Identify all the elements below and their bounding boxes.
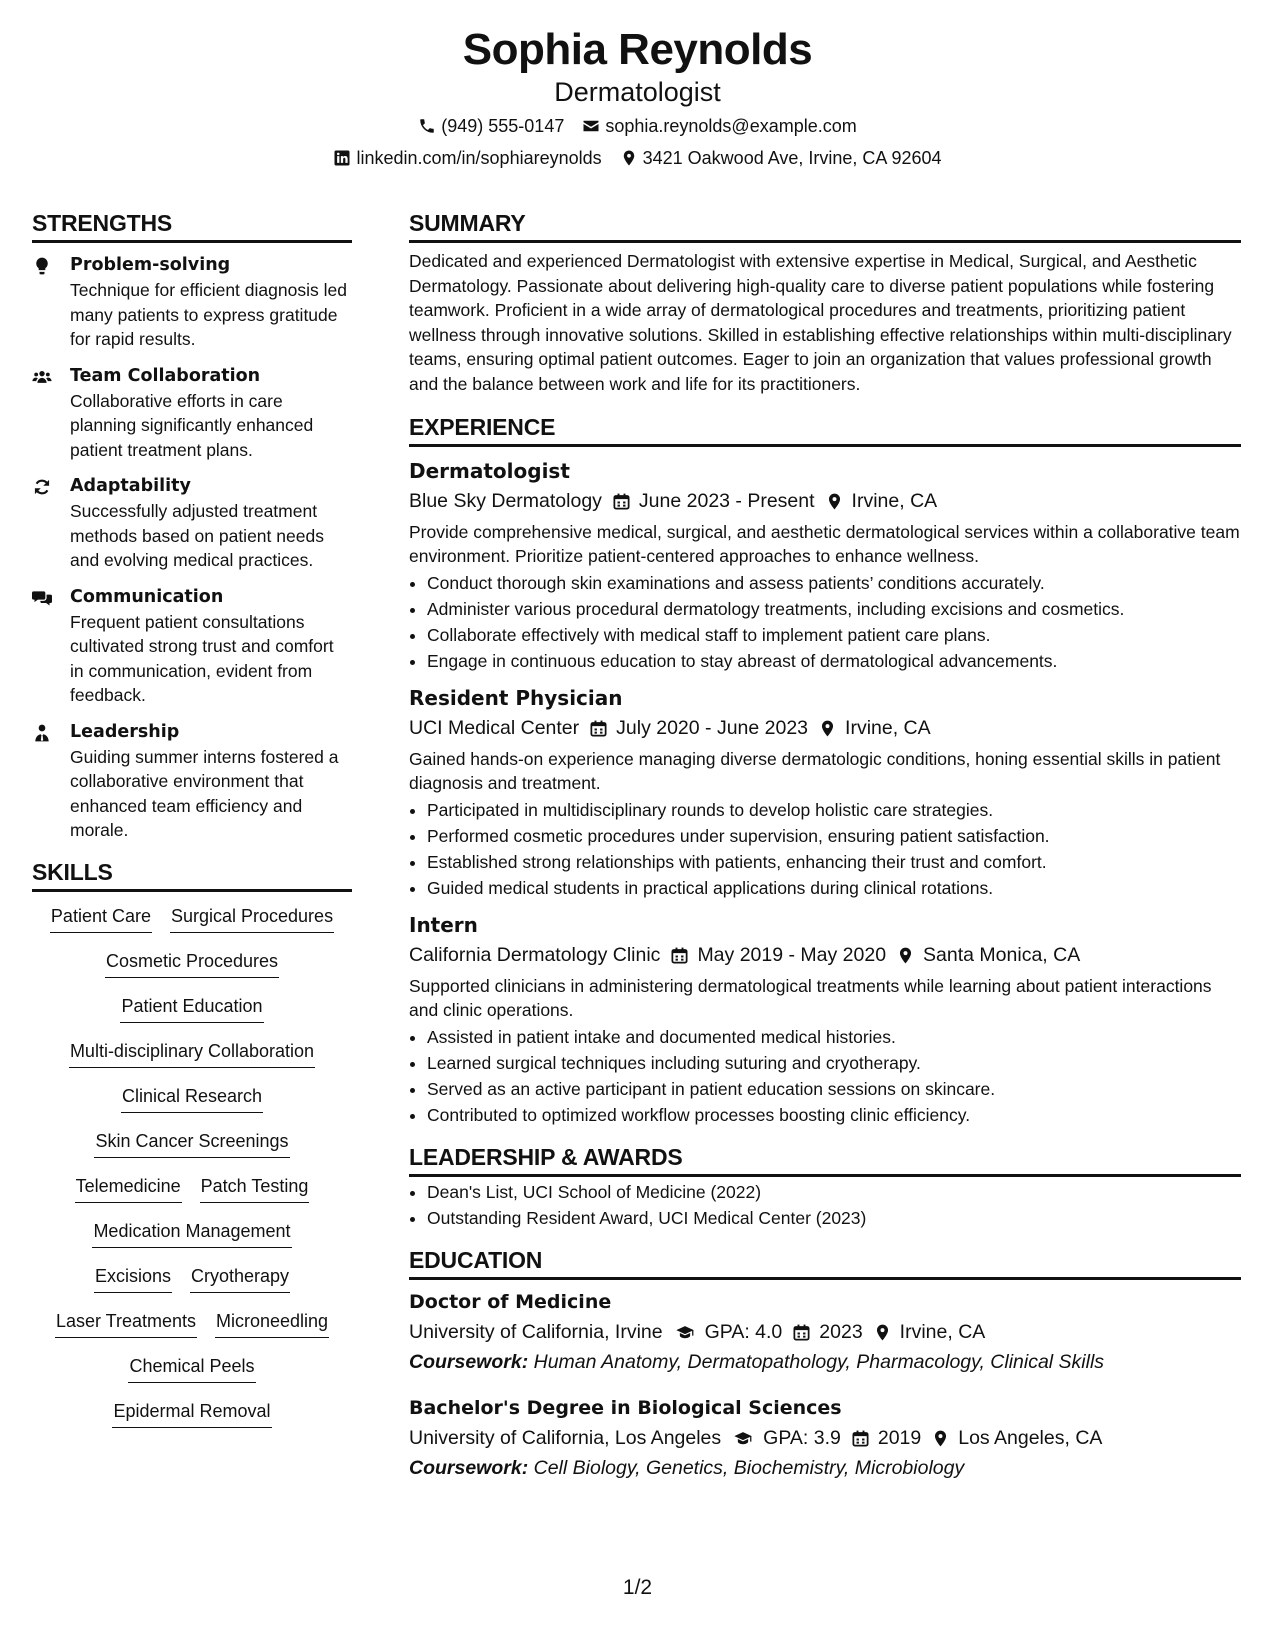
job-title: Resident Physician	[409, 686, 623, 710]
school-location: Los Angeles, CA	[958, 1427, 1103, 1449]
calendar-icon	[670, 946, 689, 965]
section-divider	[32, 889, 352, 892]
map-pin-icon	[825, 492, 844, 511]
coursework-list: Cell Biology, Genetics, Biochemistry, Microbiology	[533, 1457, 965, 1479]
section-divider	[409, 240, 1241, 243]
email-contact[interactable]	[582, 114, 856, 138]
degree-title: Doctor of Medicine	[409, 1291, 612, 1313]
contact-line-1	[0, 114, 1275, 138]
degree-entry	[409, 1288, 1241, 1376]
company-name: California Dermatology Clinic	[409, 944, 661, 966]
list-item: • Outstanding Resident Award, UCI Medical Center (2023)	[427, 1205, 1241, 1231]
job-dates: May 2019 - May 2020	[697, 944, 887, 966]
skills-list	[32, 904, 352, 1444]
address-contact	[620, 146, 942, 170]
job-meta	[409, 487, 1241, 515]
graduation-year: 2019	[877, 1427, 922, 1449]
job-entry	[409, 457, 1241, 674]
list-item: • Engage in continuous education to stay abreast of dermatological advancements.	[427, 648, 1241, 674]
email-address[interactable]: sophia.reynolds@example.com	[605, 116, 857, 136]
summary-text: Dedicated and experienced Dermatologist with extensive expertise in Medical, Surgical, and Aesthetic Dermatology. Passionate about delivering high-quality care to diverse patient populations while fostering teamwork. Proficient in a wide array of dermatological procedures and treatments, prioritizing patient wellness through innovative solutions. Skilled in establishing effective relationships within multi-disciplinary teams, ensuring optimal patient outcomes. Eager to join an organization that values professional growth and the balance between work and life for its practitioners.	[409, 251, 1232, 394]
coursework-label: Coursework:	[409, 1351, 529, 1373]
calendar-icon	[792, 1323, 811, 1342]
strength-title: Adaptability	[70, 476, 191, 496]
phone-contact	[418, 114, 564, 138]
skill-tag: Medication Management	[92, 1219, 291, 1248]
skill-tag: Surgical Procedures	[170, 904, 334, 933]
job-location: Irvine, CA	[845, 717, 931, 739]
contact-line-2	[0, 146, 1275, 170]
education-heading: EDUCATION	[409, 1247, 543, 1273]
right-column	[409, 208, 1241, 1482]
list-item: • Guided medical students in practical applications during clinical rotations.	[427, 875, 1241, 901]
experience-section	[409, 412, 1241, 1128]
skill-tag: Cosmetic Procedures	[105, 949, 279, 978]
map-pin-icon	[931, 1429, 950, 1448]
coursework	[409, 1454, 1241, 1482]
sync-icon	[32, 474, 70, 573]
strength-item	[32, 585, 352, 708]
job-dates: June 2023 - Present	[638, 490, 815, 512]
strength-description: Collaborative efforts in care planning significantly enhanced patient treatment plans.	[70, 390, 314, 460]
skill-tag: Cryotherapy	[190, 1264, 290, 1293]
strength-description: Successfully adjusted treatment methods based on patient needs and evolving medical practices.	[70, 501, 324, 570]
summary-section	[409, 208, 1241, 396]
gpa: GPA: 4.0	[704, 1321, 783, 1343]
job-title: Dermatologist	[409, 459, 570, 483]
comments-icon	[32, 585, 70, 708]
skill-tag: Laser Treatments	[55, 1309, 197, 1338]
users-icon	[32, 364, 70, 463]
skill-tag: Excisions	[94, 1264, 172, 1293]
coursework	[409, 1348, 1241, 1376]
skill-tag: Multi-disciplinary Collaboration	[69, 1039, 315, 1068]
job-entry	[409, 911, 1241, 1128]
job-location: Santa Monica, CA	[923, 944, 1081, 966]
gpa: GPA: 3.9	[763, 1427, 841, 1449]
strength-item	[32, 474, 352, 573]
skills-heading: SKILLS	[32, 858, 113, 885]
strength-item	[32, 253, 352, 352]
summary-heading: SUMMARY	[409, 210, 526, 236]
left-column	[32, 208, 352, 1444]
awards-list	[409, 1179, 1241, 1231]
graduation-cap-icon	[731, 1429, 755, 1448]
job-bullets	[409, 797, 1241, 901]
list-item: • Learned surgical techniques including suturing and cryotherapy.	[427, 1050, 1241, 1076]
degree-meta	[409, 1318, 1241, 1346]
job-description: Provide comprehensive medical, surgical, and aesthetic dermatological services within a collaborative team environment. Prioritize patient-centered approaches to enhance wellness.	[409, 522, 1240, 566]
map-pin-icon	[818, 719, 837, 738]
list-item: • Administer various procedural dermatology treatments, including excisions and cosmetics.	[427, 596, 1241, 622]
strength-description: Technique for efficient diagnosis led many patients to express gratitude for rapid results.	[70, 280, 347, 349]
degree-title: Bachelor's Degree in Biological Sciences	[409, 1397, 842, 1419]
skill-tag: Clinical Research	[121, 1084, 263, 1113]
skill-tag: Telemedicine	[75, 1174, 182, 1203]
lightbulb-icon	[32, 253, 70, 352]
phone-icon	[418, 117, 436, 135]
leadership-heading: LEADERSHIP & AWARDS	[409, 1144, 683, 1170]
calendar-icon	[851, 1429, 870, 1448]
skill-tag: Patient Care	[50, 904, 152, 933]
strength-item	[32, 364, 352, 463]
skill-tag: Skin Cancer Screenings	[94, 1129, 289, 1158]
graduation-year: 2023	[819, 1321, 863, 1343]
list-item: • Dean's List, UCI School of Medicine (2022)	[427, 1179, 1241, 1205]
list-item: • Collaborate effectively with medical staff to implement patient care plans.	[427, 622, 1241, 648]
job-bullets	[409, 570, 1241, 674]
skill-tag: Patient Education	[120, 994, 263, 1023]
job-description: Supported clinicians in administering dermatological treatments while learning about patient interactions and clinic operations.	[409, 976, 1212, 1020]
linkedin-icon	[333, 149, 351, 167]
section-divider	[409, 444, 1241, 447]
skills-section	[32, 857, 352, 1444]
company-name: UCI Medical Center	[409, 717, 580, 739]
map-pin-icon	[620, 149, 638, 167]
strength-description: Frequent patient consultations cultivated strong trust and comfort in communication, evident from feedback.	[70, 611, 334, 705]
coursework-list: Human Anatomy, Dermatopathology, Pharmacology, Clinical Skills	[533, 1351, 1105, 1373]
school-name: University of California, Los Angeles	[409, 1427, 722, 1449]
job-dates: July 2020 - June 2023	[616, 717, 809, 739]
section-divider	[409, 1174, 1241, 1177]
company-name: Blue Sky Dermatology	[409, 490, 602, 512]
school-name: University of California, Irvine	[409, 1321, 663, 1343]
graduation-cap-icon	[673, 1323, 697, 1342]
user-tie-icon	[32, 720, 70, 843]
experience-heading: EXPERIENCE	[409, 414, 556, 440]
job-meta	[409, 714, 1241, 742]
envelope-icon	[582, 117, 600, 135]
list-item: • Performed cosmetic procedures under supervision, ensuring patient satisfaction.	[427, 823, 1241, 849]
skill-tag: Epidermal Removal	[112, 1399, 271, 1428]
degree-entry	[409, 1394, 1241, 1482]
list-item: • Assisted in patient intake and documented medical histories.	[427, 1024, 1241, 1050]
street-address: 3421 Oakwood Ave, Irvine, CA 92604	[642, 148, 942, 168]
education-section	[409, 1245, 1241, 1482]
section-divider	[409, 1277, 1241, 1280]
list-item: • Served as an active participant in patient education sessions on skincare.	[427, 1076, 1241, 1102]
map-pin-icon	[873, 1323, 892, 1342]
job-description: Gained hands-on experience managing diverse dermatologic conditions, honing essential skills in patient diagnosis and treatment.	[409, 749, 1221, 793]
school-location: Irvine, CA	[899, 1321, 986, 1343]
job-bullets	[409, 1024, 1241, 1128]
map-pin-icon	[896, 946, 915, 965]
job-location: Irvine, CA	[851, 490, 938, 512]
page-number: 1/2	[622, 1576, 653, 1599]
skill-tag: Microneedling	[215, 1309, 329, 1338]
degree-meta	[409, 1424, 1241, 1452]
strength-item	[32, 720, 352, 843]
strength-title: Leadership	[70, 721, 180, 742]
coursework-label: Coursework:	[409, 1457, 529, 1479]
calendar-icon	[612, 492, 631, 511]
calendar-icon	[589, 719, 608, 738]
strength-title: Problem-solving	[70, 255, 231, 275]
resume-header	[0, 22, 1275, 170]
section-divider	[32, 240, 352, 243]
list-item: • Participated in multidisciplinary rounds to develop holistic care strategies.	[427, 797, 1241, 823]
list-item: • Established strong relationships with patients, enhancing their trust and comfort.	[427, 849, 1241, 875]
linkedin-contact[interactable]	[333, 146, 601, 170]
job-entry	[409, 684, 1241, 901]
leadership-section	[409, 1142, 1241, 1231]
candidate-name: Sophia Reynolds	[462, 25, 813, 74]
phone-number: (949) 555-0147	[441, 116, 565, 136]
strengths-section	[32, 208, 352, 843]
job-meta	[409, 941, 1241, 969]
strength-description: Guiding summer interns fostered a collaborative environment that enhanced team efficiency and morale.	[70, 746, 339, 840]
candidate-role: Dermatologist	[554, 77, 721, 107]
linkedin-url[interactable]: linkedin.com/in/sophiareynolds	[356, 148, 602, 168]
strength-title: Communication	[70, 586, 224, 607]
strength-title: Team Collaboration	[70, 365, 261, 386]
strengths-heading: STRENGTHS	[32, 210, 173, 236]
list-item: • Conduct thorough skin examinations and assess patients’ conditions accurately.	[427, 570, 1241, 596]
skill-tag: Patch Testing	[200, 1174, 310, 1203]
list-item: • Contributed to optimized workflow processes boosting clinic efficiency.	[427, 1102, 1241, 1128]
job-title: Intern	[409, 913, 478, 937]
skill-tag: Chemical Peels	[128, 1354, 255, 1383]
